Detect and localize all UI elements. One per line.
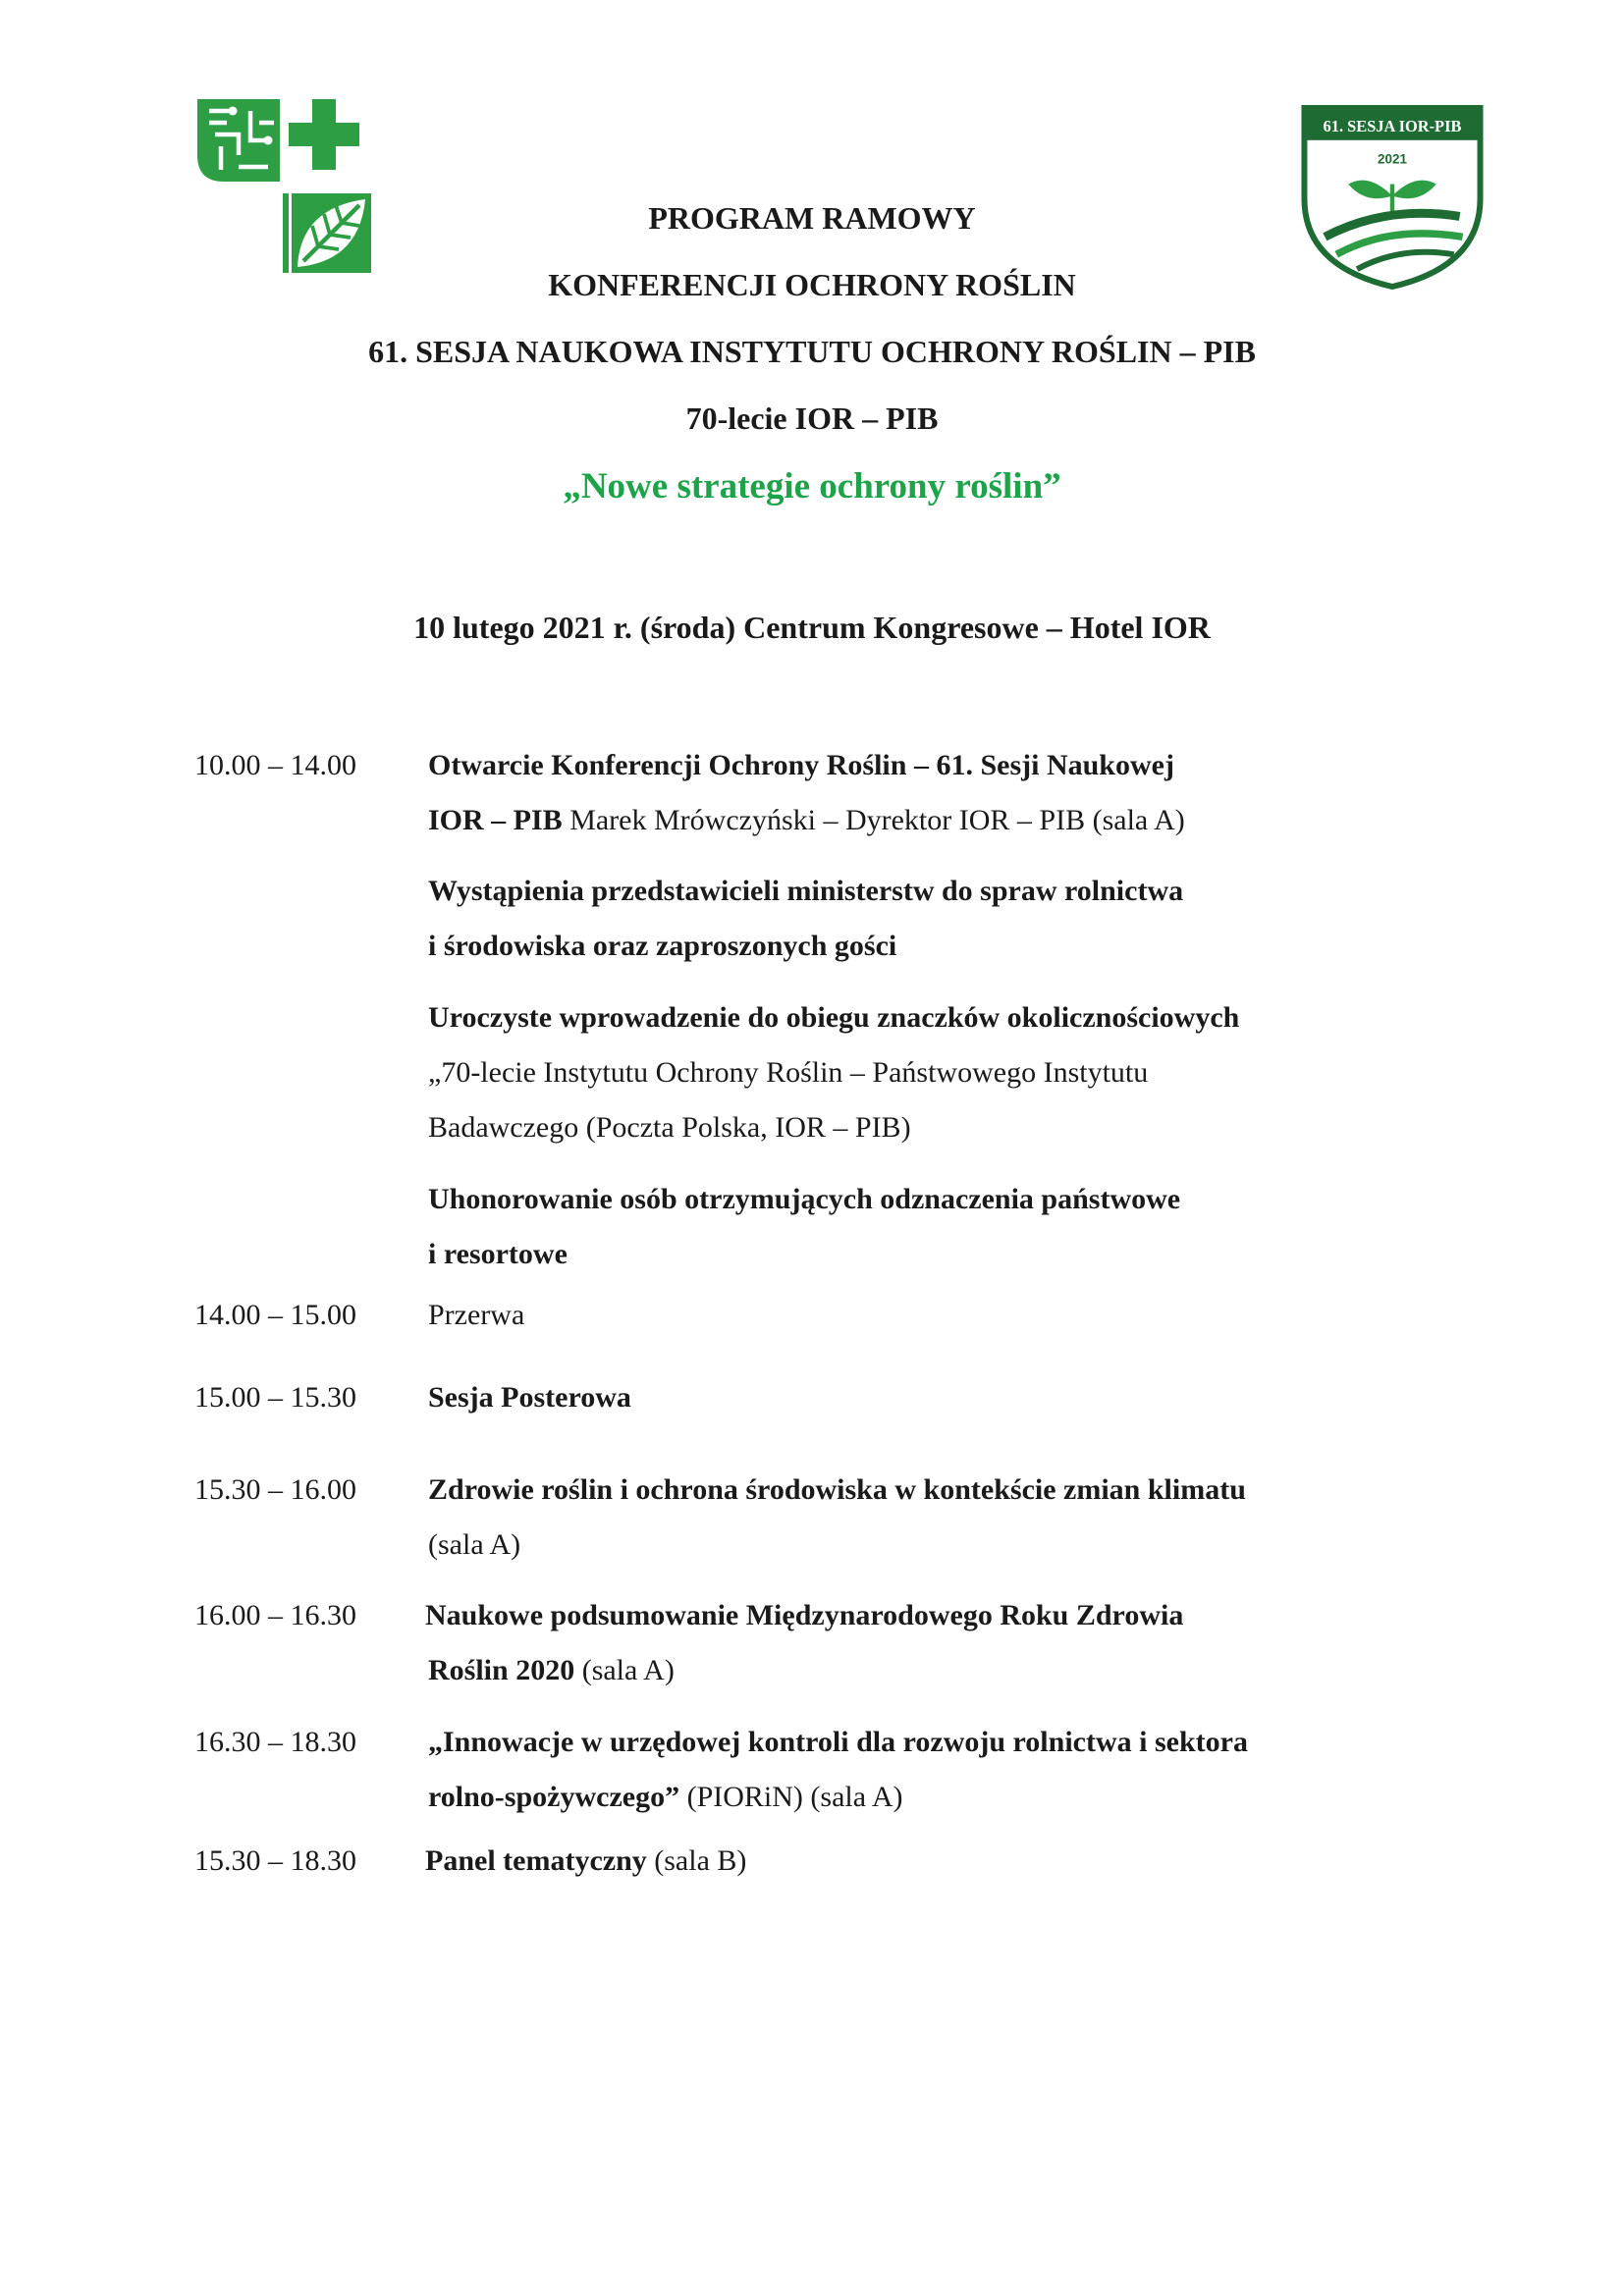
schedule-time: 16.00 – 16.30 — [194, 1599, 356, 1631]
schedule-text-bold: Panel tematyczny — [425, 1844, 647, 1877]
svg-text:2021: 2021 — [1378, 151, 1407, 167]
schedule-line — [428, 1109, 911, 1147]
schedule-line — [428, 802, 1185, 839]
schedule-time: 14.00 – 15.00 — [194, 1299, 356, 1331]
program-title: PROGRAM RAMOWY — [648, 200, 976, 236]
schedule-line — [428, 1652, 675, 1689]
schedule-text: Przerwa — [428, 1299, 525, 1331]
anniversary-title: 70-lecie IOR – PIB — [685, 400, 939, 436]
institute-logo — [194, 96, 377, 279]
schedule-line — [428, 1526, 520, 1564]
schedule-text-bold: Zdrowie roślin i ochrona środowiska w kontekście zmian klimatu — [428, 1473, 1246, 1506]
schedule-text: Marek Mrówczyński – Dyrektor IOR – PIB (sala A) — [562, 804, 1185, 836]
session-badge-logo — [1298, 102, 1487, 293]
schedule-text-bold: Uroczyste wprowadzenie do obiegu znaczków okolicznościowych — [428, 1001, 1240, 1034]
schedule-line — [428, 1181, 1180, 1218]
schedule-text: (sala B) — [646, 1844, 747, 1877]
schedule-text: (sala A) — [428, 1528, 521, 1561]
schedule-text: Badawczego (Poczta Polska, IOR – PIB) — [428, 1111, 911, 1144]
conference-title: KONFERENCJI OCHRONY ROŚLIN — [548, 267, 1076, 302]
schedule-text-bold: Roślin 2020 — [428, 1654, 575, 1686]
schedule-line — [428, 747, 1174, 784]
schedule-time: 15.30 – 16.00 — [194, 1473, 356, 1506]
schedule-line — [425, 1597, 1183, 1634]
schedule-time: 15.30 – 18.30 — [194, 1844, 356, 1877]
schedule-line — [428, 1379, 631, 1416]
date-venue-line: 10 lutego 2021 r. (środa) Centrum Kongresowe – Hotel IOR — [413, 610, 1211, 645]
schedule-text-bold: Uhonorowanie osób otrzymujących odznaczenia państwowe — [428, 1183, 1181, 1215]
schedule-text-bold: IOR – PIB — [428, 804, 563, 836]
schedule-text-bold: rolno-spożywczego” — [428, 1781, 680, 1813]
schedule-text-bold: Wystąpienia przedstawicieli ministerstw do spraw rolnictwa — [428, 875, 1184, 907]
schedule-line — [428, 1724, 1248, 1761]
schedule-time: 15.00 – 15.30 — [194, 1381, 356, 1414]
schedule-text-bold: i środowiska oraz zaproszonych gości — [428, 930, 897, 962]
schedule-line — [428, 873, 1183, 910]
schedule-text-bold: Naukowe podsumowanie Międzynarodowego Roku Zdrowia — [425, 1599, 1184, 1631]
session-title: 61. SESJA NAUKOWA INSTYTUTU OCHRONY ROŚLIN – PIB — [368, 334, 1256, 369]
schedule-time: 10.00 – 14.00 — [194, 749, 356, 781]
schedule-line — [428, 1236, 568, 1273]
schedule-text: (PIORiN) (sala A) — [679, 1781, 903, 1813]
schedule-line — [428, 1297, 524, 1334]
schedule-line — [428, 1471, 1246, 1509]
schedule-line — [428, 928, 896, 965]
schedule-text-bold: Otwarcie Konferencji Ochrony Roślin – 61. Sesji Naukowej — [428, 749, 1174, 781]
conference-motto: „Nowe strategie ochrony roślin” — [563, 466, 1061, 507]
schedule-text: (sala A) — [574, 1654, 675, 1686]
schedule-line — [428, 1054, 1148, 1092]
schedule-time: 16.30 – 18.30 — [194, 1726, 356, 1758]
schedule-line — [428, 1779, 903, 1816]
schedule-text-bold: Sesja Posterowa — [428, 1381, 631, 1414]
svg-text:61. SESJA IOR-PIB: 61. SESJA IOR-PIB — [1323, 116, 1462, 135]
schedule-text-bold: „Innowacje w urzędowej kontroli dla rozwoju rolnictwa i sektora — [428, 1726, 1248, 1758]
schedule-text: „70-lecie Instytutu Ochrony Roślin – Państwowego Instytutu — [428, 1056, 1149, 1089]
schedule-line — [425, 1842, 746, 1880]
schedule-text-bold: i resortowe — [428, 1238, 568, 1270]
schedule-line — [428, 999, 1239, 1037]
